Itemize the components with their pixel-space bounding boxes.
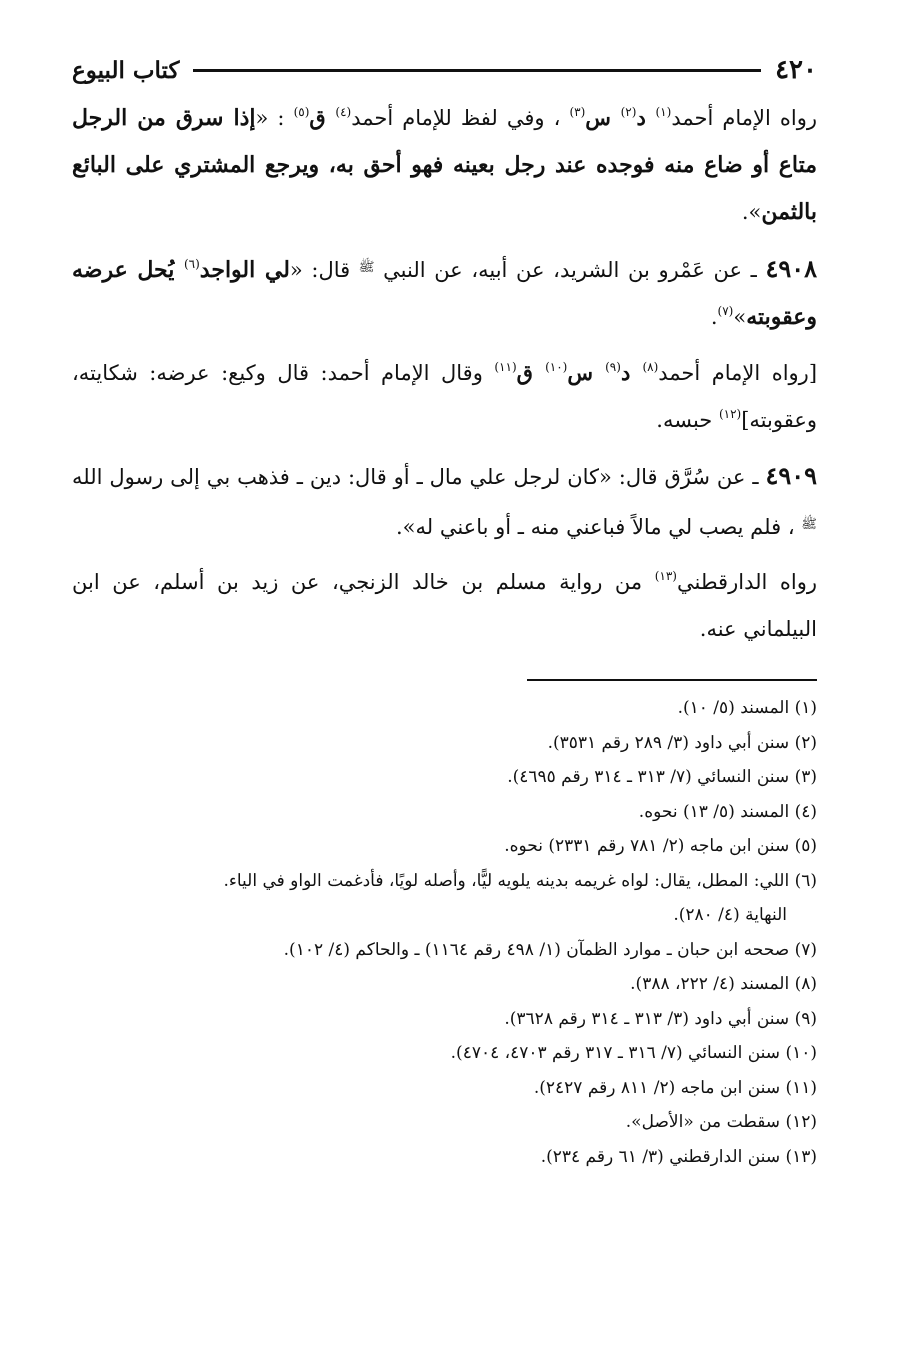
narration-paragraph-3 [72, 559, 817, 653]
footnote: (٢) سنن أبي داود (٣/ ٢٨٩ رقم ٣٥٣١). [547, 732, 817, 753]
hadith-text: ـ عن سُرَّق قال: «كان لرجل علي مال ـ أو قال: دين ـ فذهب بي إلى رسول الله [72, 465, 766, 489]
hadith-number: ٤٩٠٨ [765, 254, 818, 283]
footnote-ref: (١) [655, 105, 672, 119]
footnote-ref: (١٠) [545, 360, 568, 374]
page-number: ٤٢٠ [775, 55, 817, 85]
source-code: س [567, 360, 606, 385]
header-rule [193, 69, 761, 72]
narration-text: رواه الإمام أحمد [671, 106, 817, 130]
narration-text: ، وفي لفظ للإمام أحمد [351, 106, 570, 130]
quote-close: » [733, 305, 747, 329]
footnote-ref: (٦) [183, 257, 200, 271]
source-code: ق [516, 360, 546, 385]
page-header [72, 50, 817, 90]
period: . [710, 305, 718, 329]
hadith-text: ، فلم يصب لي مالاً فباعني منه ـ أو باعني له». [395, 515, 802, 539]
quote-close: ». [741, 200, 762, 224]
narration-paragraph-1 [72, 94, 817, 236]
narration-text: حبسه. [656, 408, 719, 432]
narration-text: قال: « [289, 258, 359, 282]
isnad-text: ـ عن عَمْرو بن الشريد، عن أبيه، عن النبي [374, 258, 766, 282]
footnote-ref: (١٢) [718, 407, 742, 421]
footnote-ref: (٩) [605, 360, 621, 374]
source-code: س [585, 105, 621, 130]
footnote-ref: (١٣) [654, 569, 677, 583]
footnote: (٨) المسند (٤/ ٢٢٢، ٣٨٨). [630, 974, 817, 994]
source-code: د [620, 360, 643, 385]
footnote-ref: (٧) [717, 304, 734, 318]
footnote: (١٠) سنن النسائي (٧/ ٣١٦ ـ ٣١٧ رقم ٤٧٠٣، ٤٧٠٤). [450, 1043, 817, 1063]
narration-text: رواه الدارقطني [676, 570, 817, 594]
quote-open: : « [255, 106, 294, 130]
footnote: (٦) اللي: المطل، يقال: لواه غريمه بدينه يلويه ليًّا، وأصله لويًا، فأدغمت الواو في الياء. [223, 870, 817, 891]
source-code: د [636, 105, 656, 130]
footnote: (٥) سنن ابن ماجه (٢/ ٧٨١ رقم ٢٣٣١) نحوه. [504, 836, 817, 856]
footnote: (١٢) سقطت من «الأصل». [625, 1112, 817, 1132]
narration-text: [رواه الإمام أحمد [658, 361, 818, 385]
footnote: (١١) سنن ابن ماجه (٢/ ٨١١ رقم ٢٤٢٧). [533, 1077, 817, 1098]
footnote: (٩) سنن أبي داود (٣/ ٣١٣ ـ ٣١٤ رقم ٣٦٢٨). [504, 1008, 817, 1029]
footnote-separator [527, 679, 817, 681]
narration-text: وقال الإمام أحمد: قال وكيع: عرضه: شكايته، وعقوبته] [72, 361, 817, 432]
hadith-4909 [72, 452, 817, 551]
footnote-ref: (١١) [494, 360, 517, 374]
footnote: (٤) المسند (٥/ ١٣) نحوه. [638, 801, 817, 822]
narration-paragraph-2 [72, 349, 817, 444]
footnote: (١) المسند (٥/ ١٠). [677, 698, 817, 718]
footnote-ref: (٣) [569, 105, 586, 119]
hadith-text: يُحل عرضه وعقوبته [72, 257, 817, 330]
footnote-ref: (٤) [335, 105, 352, 119]
salutation-glyph: ﷺ [801, 517, 817, 532]
book-page [72, 50, 817, 1174]
hadith-text: لي الواجد [199, 257, 290, 283]
narration-text: من رواية مسلم بن خالد الزنجي، عن زيد بن أسلم، عن ابن البيلماني عنه. [72, 570, 817, 641]
hadith-4908 [72, 244, 817, 341]
footnote-ref: (٥) [293, 105, 310, 119]
source-code: ق [309, 105, 336, 130]
hadith-number: ٤٩٠٩ [765, 461, 817, 490]
footnote: (٣) سنن النسائي (٧/ ٣١٣ ـ ٣١٤ رقم ٤٦٩٥). [507, 767, 817, 787]
footnotes-list [72, 691, 817, 1174]
footnote: (١٣) سنن الدارقطني (٣/ ٦١ رقم ٢٣٤). [540, 1146, 817, 1167]
footnote-ref: (٢) [620, 105, 637, 119]
footnote-ref: (٨) [642, 360, 659, 374]
salutation-glyph: ﷺ [358, 260, 375, 275]
footnote-continuation: النهاية (٤/ ٢٨٠). [673, 905, 787, 925]
book-title: كتاب البيوع [72, 56, 180, 84]
footnote: (٧) صححه ابن حبان ـ موارد الظمآن (١/ ٤٩٨ رقم ١١٦٤) ـ والحاكم (٤/ ١٠٢). [283, 939, 817, 960]
hadith-text: إذا سرق من الرجل متاع أو ضاع منه فوجده عند رجل بعينه فهو أحق به، ويرجع المشتري على البائع بالثمن [72, 105, 817, 225]
